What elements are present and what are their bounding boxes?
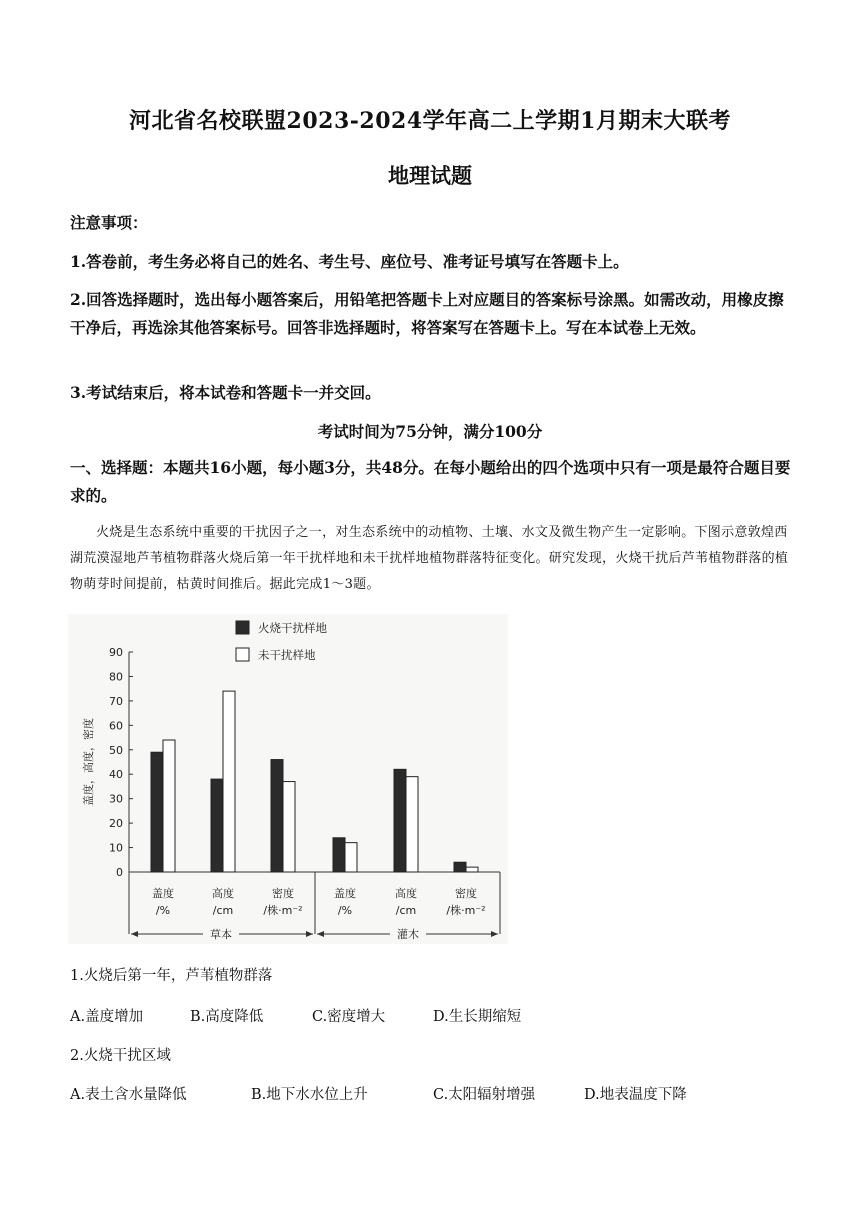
group-arrow-head <box>131 931 138 937</box>
question-1-option-c[interactable]: C.密度增大 <box>312 1009 386 1025</box>
bar-unburned <box>223 691 235 872</box>
x-category-unit: /% <box>337 904 353 917</box>
bar-unburned <box>163 740 175 872</box>
bar-burned <box>211 779 223 872</box>
bar-chart <box>68 614 508 944</box>
question-1-option-a[interactable]: A.盖度增加 <box>70 1009 144 1025</box>
y-tick-label: 70 <box>109 694 123 708</box>
notice-item-3: 3.考试结束后，将本试卷和答题卡一并交回。 <box>70 383 381 402</box>
x-category-label: 密度 <box>272 887 294 900</box>
bar-unburned <box>406 777 418 872</box>
y-tick-label: 0 <box>116 866 123 879</box>
notice-item-2: 2.回答选择题时，选出每小题答案后，用铅笔把答题卡上对应题目的答案标号涂黑。如需改动，用橡皮擦干净后，再选涂其他答案标号。回答非选择题时，将答案写在答题卡上。写在本试卷上无效。 <box>70 290 784 337</box>
group-arrow-head <box>306 931 313 937</box>
y-tick-label: 50 <box>109 743 123 757</box>
x-category-unit: /株·m⁻² <box>263 904 303 917</box>
page-subtitle: 地理试题 <box>388 163 472 188</box>
notice-heading: 注意事项： <box>70 213 148 232</box>
legend-label: 未干扰样地 <box>258 648 316 662</box>
page-title: 河北省名校联盟2023-2024学年高二上学期1月期末大联考 <box>129 108 731 134</box>
bar-burned <box>271 760 283 872</box>
section-heading: 一、选择题：本题共16小题，每小题3分，共48分。在每小题给出的四个选项中只有一项是最符合题目要求的。 <box>70 458 791 505</box>
x-category-unit: /株·m⁻² <box>446 904 486 917</box>
bar-burned <box>454 862 466 872</box>
legend-label: 火烧干扰样地 <box>258 621 327 635</box>
question-2-option-b[interactable]: B.地下水水位上升 <box>251 1087 368 1103</box>
y-tick-label: 60 <box>109 719 123 733</box>
question-1-stem: 1.火烧后第一年，芦苇植物群落 <box>70 968 273 984</box>
bar-unburned <box>466 867 478 872</box>
y-tick-label: 30 <box>109 792 123 806</box>
notice-item-1: 1.答卷前，考生务必将自己的姓名、考生号、座位号、准考证号填写在答题卡上。 <box>70 252 629 271</box>
question-2-option-d[interactable]: D.地表温度下降 <box>584 1087 687 1103</box>
x-category-unit: /cm <box>212 904 234 917</box>
y-tick-label: 10 <box>109 841 123 855</box>
question-2-stem: 2.火烧干扰区域 <box>70 1048 171 1064</box>
x-category-label: 盖度 <box>152 887 174 900</box>
x-category-label: 高度 <box>212 887 234 900</box>
legend-swatch <box>236 648 249 661</box>
y-tick-label: 90 <box>109 646 123 659</box>
question-1-option-b[interactable]: B.高度降低 <box>190 1009 264 1025</box>
question-1-option-d[interactable]: D.生长期缩短 <box>433 1009 522 1025</box>
question-2-option-a[interactable]: A.表土含水量降低 <box>70 1087 187 1103</box>
y-tick-label: 80 <box>109 670 123 684</box>
question-intro: 火烧是生态系统中重要的干扰因子之一，对生态系统中的动植物、土壤、水文及微生物产生一定影响。下图示意敦煌西湖荒漠湿地芦苇植物群落火烧后第一年干扰样地和未干扰样地植物群落特征变化。研究发现，火烧干扰后芦苇植物群落的植物萌芽时间提前，枯黄时间推后。据此完成1～3题。 <box>70 525 789 592</box>
bar-burned <box>333 838 345 872</box>
group-label: 草本 <box>210 928 232 941</box>
group-arrow-head <box>491 931 498 937</box>
group-arrow-head <box>317 931 324 937</box>
y-axis-label: 盖度，高度，密度 <box>82 718 95 806</box>
legend-swatch <box>236 621 249 634</box>
bar-burned <box>151 752 163 872</box>
x-category-unit: /cm <box>395 904 417 917</box>
bar-burned <box>394 769 406 872</box>
group-label: 灌木 <box>397 928 419 941</box>
bar-unburned <box>283 782 295 872</box>
x-category-label: 密度 <box>455 887 477 900</box>
y-tick-label: 20 <box>109 817 123 831</box>
question-2-option-c[interactable]: C.太阳辐射增强 <box>433 1087 536 1103</box>
x-category-label: 盖度 <box>334 887 356 900</box>
bar-unburned <box>345 843 357 872</box>
x-category-label: 高度 <box>395 887 417 900</box>
y-tick-label: 40 <box>109 768 123 782</box>
exam-time-info: 考试时间为75分钟，满分100分 <box>317 422 543 441</box>
x-category-unit: /% <box>155 904 171 917</box>
